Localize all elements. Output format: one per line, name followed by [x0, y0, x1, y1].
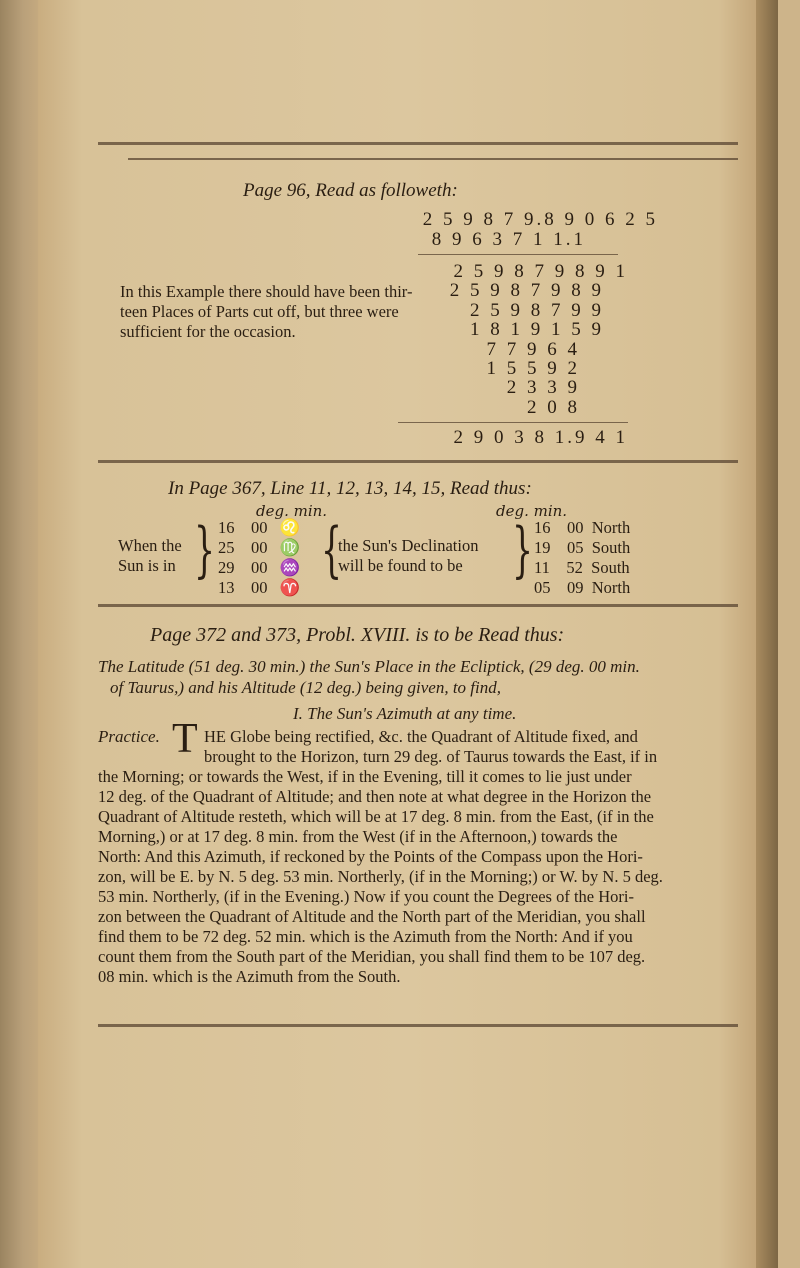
body-line: North: And this Azimuth, if reckoned by the Points of the Compass upon the Hori- [98, 847, 643, 866]
bottom-rule [98, 1024, 738, 1027]
body-line: brought to the Horizon, turn 29 deg. of Taurus towards the East, if in [204, 747, 658, 766]
section-divider-2 [98, 604, 738, 607]
addend-1: 2 5 9 8 7 9.8 9 0 6 2 5 [422, 209, 658, 230]
body-line: count them from the South part of the Meridian, you shall find them to be 107 deg. [98, 947, 646, 966]
sum-rule [418, 254, 618, 255]
section2-heading: In Page 367, Line 11, 12, 13, 14, 15, Read thus: [168, 478, 532, 499]
problem-statement [98, 656, 738, 698]
sign-row: 16 00 ♌ [218, 518, 301, 537]
statement-line: The Latitude (51 deg. 30 min.) the Sun's Place in the Ecliptick, (29 deg. 00 min. [98, 657, 640, 676]
sum-row: 2 0 8 [527, 396, 580, 418]
sum-column [418, 262, 628, 417]
col-head-left: deg. min. [256, 502, 328, 520]
section-divider-1 [98, 460, 738, 463]
right-brace-icon: } [512, 515, 534, 585]
addend-2: 8 9 6 3 7 1 1.1 [431, 229, 586, 250]
declination-text [338, 536, 518, 576]
body-line: 53 min. Northerly, (if in the Evening.) Now if you count the Degrees of the Hori- [98, 887, 634, 906]
practice-body [98, 727, 738, 987]
top-rule-2 [128, 158, 738, 160]
when-line: When the [118, 536, 182, 555]
body-line: the Morning; or towards the West, if in the Evening, till it comes to lie just under [98, 767, 632, 786]
practice-label: Practice. [98, 727, 160, 746]
declination-row: 11 52 South [534, 558, 630, 577]
sign-row: 25 00 ♍ [218, 538, 301, 557]
declination-line: will be found to be [338, 556, 463, 575]
body-line: zon, will be E. by N. 5 deg. 53 min. Northerly, (if in the Morning;) or W. by N. 5 deg. [98, 867, 663, 886]
sum-row: 2 5 9 8 7 9 8 9 [449, 280, 604, 302]
sign-row: 13 00 ♈ [218, 578, 301, 597]
col-head-right: deg. min. [496, 502, 568, 520]
section1-note [120, 282, 420, 342]
drop-cap: T [172, 716, 198, 762]
body-line: Quadrant of Altitude resteth, which will be at 17 deg. 8 min. from the East, (if in the [98, 807, 654, 826]
page-edge [756, 0, 778, 1268]
body-line: find them to be 72 deg. 52 min. which is the Azimuth from the North: And if you [98, 927, 633, 946]
body-line: Morning,) or at 17 deg. 8 min. from the West (if in the Afternoon,) towards the [98, 827, 618, 846]
note-line: In this Example there should have been thir- [120, 282, 413, 301]
sum-row: 7 7 9 6 4 [486, 338, 580, 360]
sum-row: 1 8 1 9 1 5 9 [470, 319, 604, 341]
declination-row: 05 09 North [534, 578, 631, 597]
top-rule-1 [98, 142, 738, 145]
body-line: zon between the Quadrant of Altitude and the North part of the Meridian, you shall [98, 907, 646, 926]
sign-row: 29 00 ♒ [218, 558, 301, 577]
body-line: HE Globe being rectified, &c. the Quadrant of Altitude fixed, and [204, 727, 638, 746]
section3-heading: Page 372 and 373, Probl. XVIII. is to be Read thus: [150, 624, 565, 646]
declination-table [534, 518, 694, 598]
mid-brace-icon: { [321, 515, 343, 585]
note-line: teen Places of Parts cut off, but three were [120, 302, 399, 321]
body-line: 08 min. which is the Azimuth from the South. [98, 967, 401, 986]
declination-row: 19 05 South [534, 538, 631, 557]
sub-heading: I. The Sun's Azimuth at any time. [293, 704, 517, 723]
when-line: Sun is in [118, 556, 176, 575]
sum-row: 2 5 9 8 7 9 9 [470, 299, 604, 321]
declination-line: the Sun's Declination [338, 536, 479, 555]
note-line: sufficient for the occasion. [120, 322, 296, 341]
facing-page-margin [0, 0, 38, 1268]
sign-table [218, 518, 328, 598]
statement-line: of Taurus,) and his Altitude (12 deg.) being given, to find, [110, 678, 501, 697]
when-text [118, 536, 182, 576]
sum-row: 2 5 9 8 7 9 8 9 1 [453, 261, 628, 282]
section1-heading: Page 96, Read as followeth: [243, 180, 458, 201]
book-page [38, 0, 778, 1268]
declination-row: 16 00 North [534, 518, 631, 537]
sum-total: 2 9 0 3 8 1.9 4 1 [453, 427, 628, 448]
body-line: 12 deg. of the Quadrant of Altitude; and then note at what degree in the Horizon the [98, 787, 652, 806]
total-rule [398, 422, 628, 423]
left-brace-icon: } [194, 515, 216, 585]
sum-row: 2 3 3 9 [506, 377, 580, 399]
sum-row: 1 5 5 9 2 [486, 358, 580, 380]
